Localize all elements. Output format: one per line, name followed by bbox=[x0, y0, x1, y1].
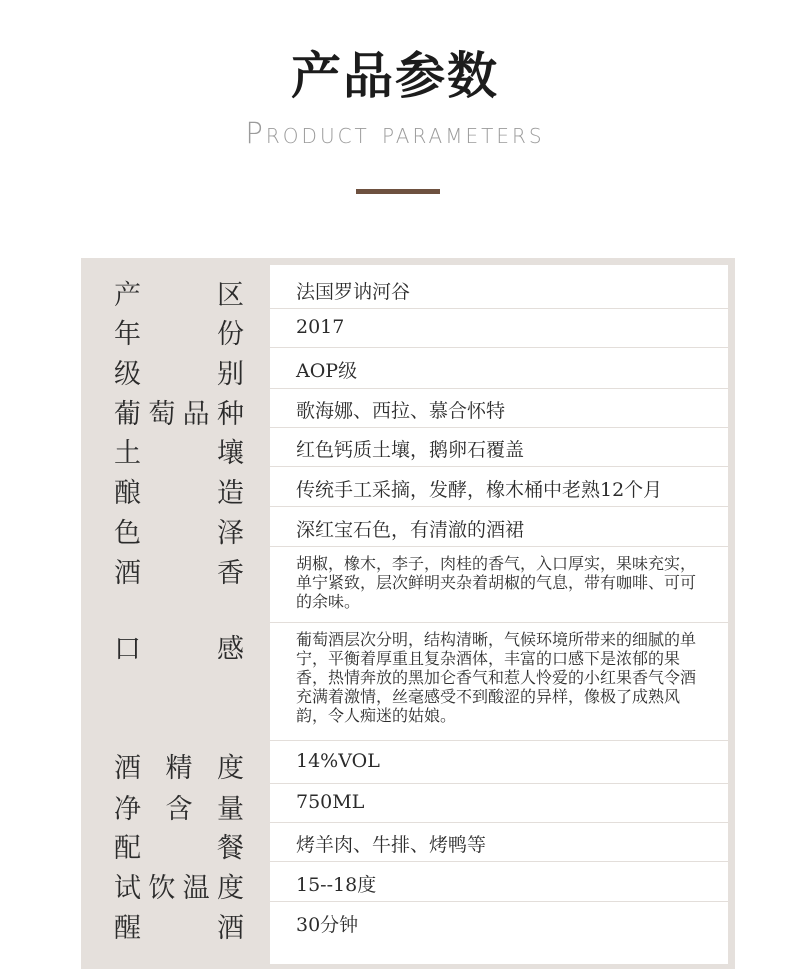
param-value: 红色钙质土壤，鹅卵石覆盖 bbox=[296, 439, 525, 461]
param-value: 葡萄酒层次分明，结构清晰，气候环境所带来的细腻的单宁，平衡着厚重且复杂酒体，丰富的口感下是浓郁的果香，热情奔放的黑加仑香气和惹人怜爱的小红果香气令酒充满着激情，丝毫感受不到酸涩的异样，像极了成熟风韵，令人痴迷的姑娘。 bbox=[296, 630, 697, 725]
param-value: 法国罗讷河谷 bbox=[296, 281, 411, 303]
param-label-char: 色 bbox=[114, 518, 141, 549]
param-label bbox=[114, 906, 244, 945]
param-label-char: 泽 bbox=[217, 518, 244, 549]
param-label-char: 造 bbox=[217, 478, 244, 509]
param-label-char: 萄 bbox=[148, 399, 176, 430]
param-label bbox=[114, 866, 244, 905]
param-label-char: 餐 bbox=[217, 833, 244, 864]
param-row bbox=[81, 270, 735, 311]
param-label-char: 别 bbox=[217, 359, 244, 390]
param-value: 14%VOL bbox=[296, 750, 380, 772]
param-row bbox=[81, 547, 735, 622]
param-value: 深红宝石色，有清澈的酒裙 bbox=[296, 519, 525, 541]
param-label bbox=[114, 746, 244, 785]
param-label bbox=[114, 392, 244, 431]
param-label-char: 酒 bbox=[217, 913, 244, 944]
param-label-char: 精 bbox=[165, 753, 193, 784]
page-subtitle: Product parameters bbox=[245, 116, 545, 150]
param-label-char: 口 bbox=[114, 634, 141, 665]
param-label-char: 种 bbox=[216, 399, 244, 430]
param-label-char: 量 bbox=[217, 794, 244, 825]
param-value: 胡椒，橡木，李子，肉桂的香气，入口厚实，果味充实，单宁紧致，层次鲜明夹杂着胡椒的气息，带有咖啡、可可的余味。 bbox=[296, 554, 697, 611]
param-row bbox=[81, 348, 735, 388]
param-row bbox=[81, 823, 735, 864]
param-row bbox=[81, 862, 735, 904]
param-label bbox=[114, 511, 244, 550]
param-label-char: 品 bbox=[182, 399, 210, 430]
param-row bbox=[81, 428, 735, 469]
param-label-char: 酒 bbox=[114, 753, 141, 784]
page-title: 产品参数 bbox=[291, 46, 499, 105]
param-value: 烤羊肉、牛排、烤鸭等 bbox=[296, 834, 487, 856]
param-row bbox=[81, 623, 735, 740]
param-label-char: 产 bbox=[114, 280, 141, 311]
param-label-char: 试 bbox=[114, 873, 141, 904]
param-label bbox=[114, 787, 244, 826]
param-value: 750ML bbox=[296, 791, 365, 813]
param-label-char: 净 bbox=[114, 794, 141, 825]
param-label-char: 壤 bbox=[217, 438, 244, 469]
param-value: AOP级 bbox=[296, 360, 358, 382]
param-value: 30分钟 bbox=[296, 914, 359, 936]
param-label-char: 醒 bbox=[114, 913, 141, 944]
param-label-char: 区 bbox=[217, 280, 244, 311]
param-row bbox=[81, 784, 735, 825]
param-label-char: 葡 bbox=[114, 399, 141, 430]
param-label-char: 度 bbox=[217, 753, 244, 784]
param-value: 歌海娜、西拉、慕合怀特 bbox=[296, 400, 506, 422]
title-divider bbox=[356, 189, 440, 194]
param-label bbox=[114, 627, 244, 666]
param-label bbox=[114, 273, 244, 312]
param-label-char: 饮 bbox=[148, 873, 176, 904]
param-label bbox=[114, 312, 244, 351]
param-label bbox=[114, 551, 244, 590]
param-label-char: 香 bbox=[217, 558, 244, 589]
param-label bbox=[114, 431, 244, 470]
param-label-char: 配 bbox=[114, 833, 141, 864]
param-label-char: 年 bbox=[114, 319, 141, 350]
param-row bbox=[81, 902, 735, 942]
param-label bbox=[114, 471, 244, 510]
param-label bbox=[114, 352, 244, 391]
param-row bbox=[81, 741, 735, 783]
param-label-char: 度 bbox=[216, 873, 244, 904]
param-label-char: 感 bbox=[217, 634, 244, 665]
param-label-char: 份 bbox=[217, 319, 244, 350]
param-row bbox=[81, 389, 735, 430]
param-label-char: 温 bbox=[182, 873, 210, 904]
param-value: 传统手工采摘，发酵，橡木桶中老熟12个月 bbox=[296, 479, 663, 501]
param-label-char: 酒 bbox=[114, 558, 141, 589]
param-row bbox=[81, 507, 735, 549]
param-label-char: 含 bbox=[165, 794, 193, 825]
param-value: 15--18度 bbox=[296, 874, 377, 896]
param-label bbox=[114, 826, 244, 865]
param-label-char: 级 bbox=[114, 359, 141, 390]
param-label-char: 土 bbox=[114, 438, 141, 469]
param-label-char: 酿 bbox=[114, 478, 141, 509]
param-row bbox=[81, 309, 735, 350]
param-value: 2017 bbox=[296, 316, 345, 338]
param-row bbox=[81, 467, 735, 509]
